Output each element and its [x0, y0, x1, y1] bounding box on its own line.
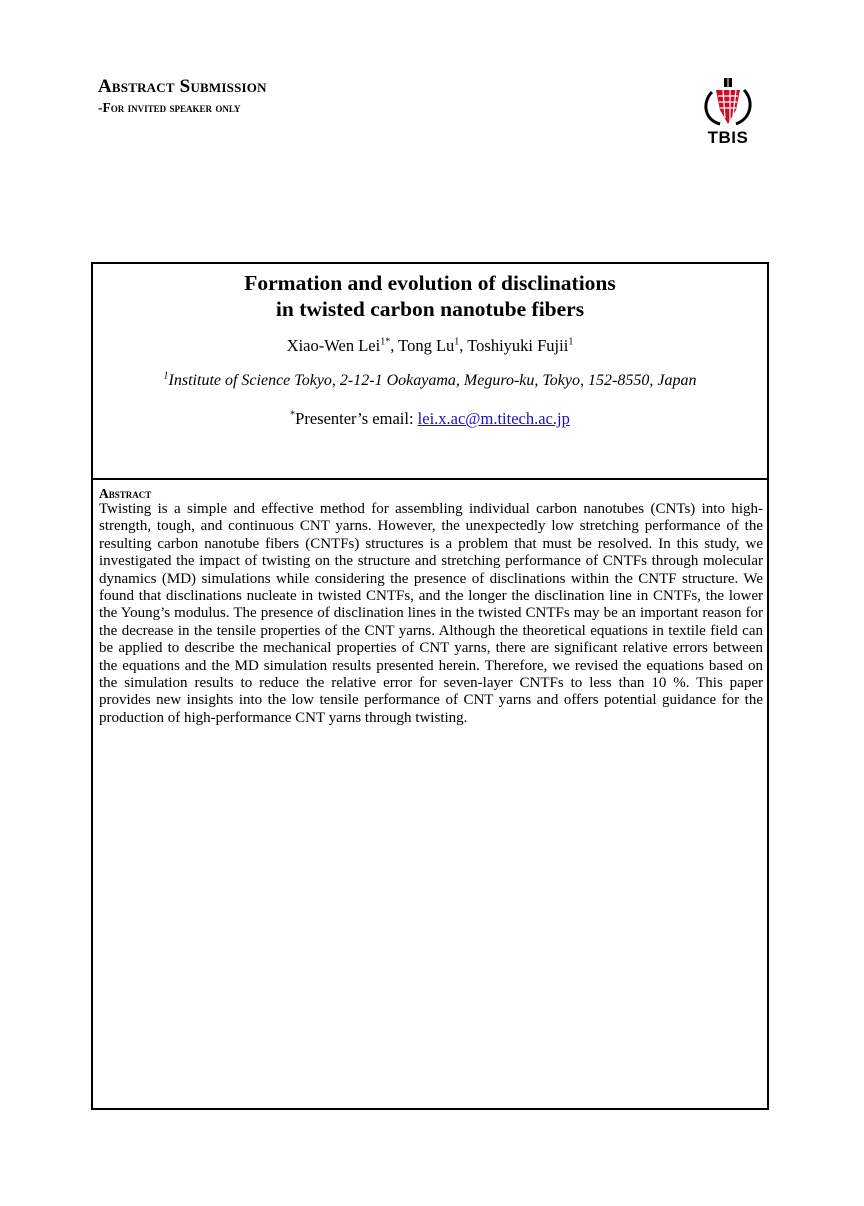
- affiliation: [93, 372, 767, 390]
- author-separator: ,: [390, 336, 399, 355]
- author-sup: 1: [454, 336, 460, 348]
- email-label: Presenter’s email:: [295, 409, 418, 428]
- affiliation-text: Institute of Science Tokyo, 2-12-1 Ookayama, Meguro-ku, Tokyo, 152-8550, Japan: [168, 372, 697, 389]
- author-name: Xiao-Wen Lei: [286, 336, 381, 355]
- author-separator: ,: [459, 336, 468, 355]
- abstract-heading: Abstract: [99, 486, 152, 501]
- abstract-box: [91, 478, 769, 1110]
- presenter-email-line: [93, 409, 767, 429]
- email-sup: *: [290, 409, 296, 421]
- author-sup: 1: [568, 336, 574, 348]
- author-list: [93, 336, 767, 356]
- submission-title: Abstract Submission: [98, 76, 267, 97]
- paper-title-line2: in twisted carbon nanotube fibers: [275, 297, 585, 321]
- author-name: Tong Lu: [398, 336, 455, 355]
- author-sup: 1*: [380, 336, 391, 348]
- submission-subtitle: -For invited speaker only: [98, 100, 241, 115]
- paper-title: [93, 270, 767, 322]
- affiliation-sup: 1: [163, 370, 169, 382]
- paper-info-box: [91, 262, 769, 480]
- abstract-body: Twisting is a simple and effective method for assembling individual carbon nanotubes (CNTs) into high-strength, tough, and continuous CNT yarns. However, the unexpectedly low stretching performance of the resulting carbon nanotube fibers (CNTFs) structures is a problem that must be resolved. In this study, we investigated the impact of twisting on the structure and stretching performance of CNTFs through molecular dynamics (MD) simulations while considering the presence of disclinations within the CNTF structure. We found that disclinations nucleate in twisted CNTFs, and the longer the disclination line in CNTFs, the lower the Young’s modulus. The presence of disclination lines in the twisted CNTFs may be an important reason for the decrease in the tensile properties of the CNT yarns. Although the theoretical equations in textile field can be applied to describe the mechanical properties of CNT yarns, there are significant relative errors between the equations and the MD simulation results presented herein. Therefore, we revised the equations based on the simulation results to reduce the relative error for seven-layer CNTFs to less than 10 %. This paper provides new insights into the low tensile performance of CNT yarns and offers potential guidance for the production of high-performance CNT yarns through twisting.: [99, 501, 763, 726]
- paper-title-line1: Formation and evolution of disclinations: [244, 271, 616, 295]
- email-link[interactable]: lei.x.ac@m.titech.ac.jp: [417, 409, 570, 428]
- author-name: Toshiyuki Fujii: [467, 336, 569, 355]
- tbis-logo-text: TBIS: [707, 128, 749, 147]
